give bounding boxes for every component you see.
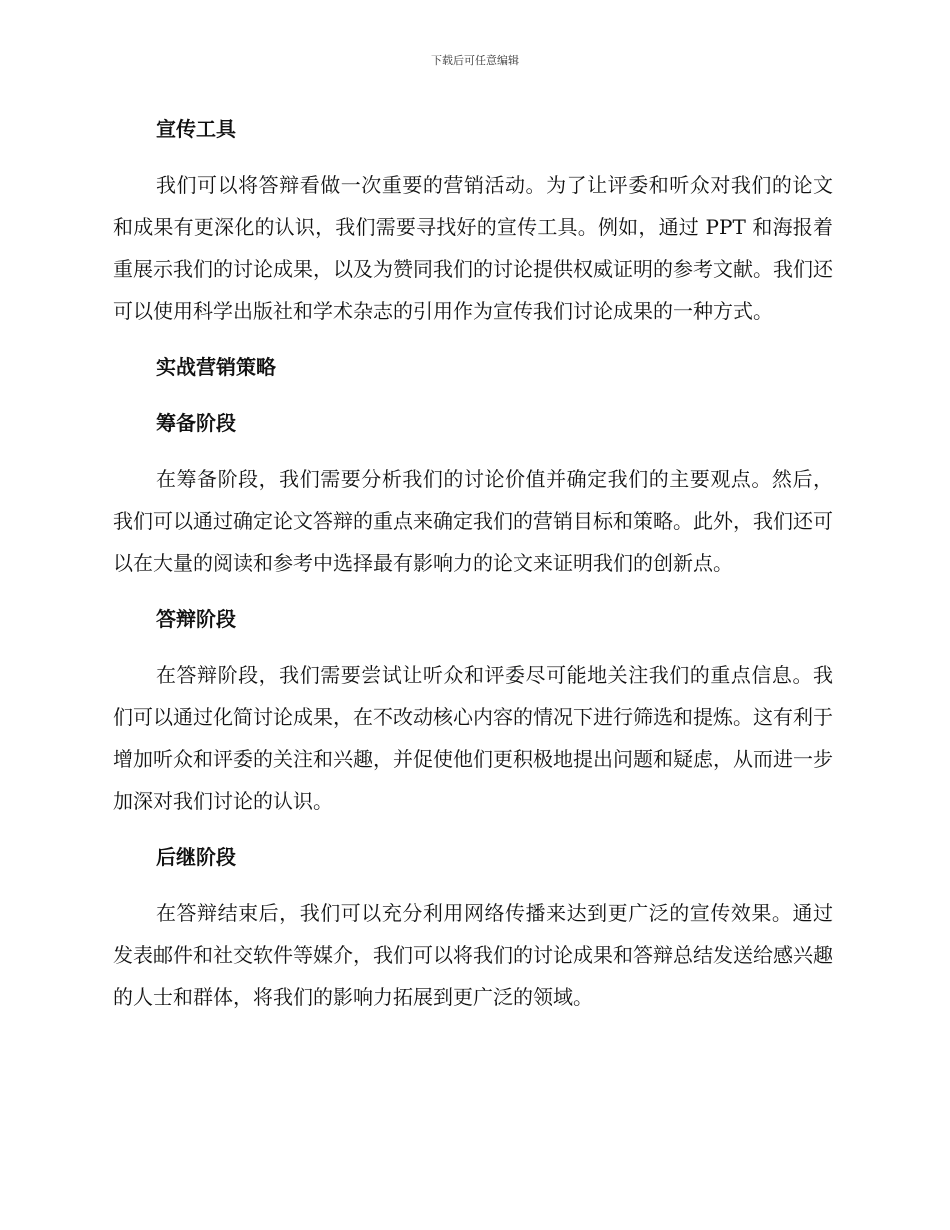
section-heading-follow-up-stage: 后继阶段: [156, 845, 236, 869]
section-heading-marketing-strategy: 实战营销策略: [156, 355, 276, 379]
page-header: 下载后可任意编辑: [431, 54, 519, 67]
section-heading-promotion-tools: 宣传工具: [156, 117, 236, 141]
section-paragraph-promotion-tools: 我们可以将答辩看做一次重要的营销活动。为了让评委和听众对我们的论文和成果有更深化的认识，我们需要寻找好的宣传工具。例如，通过 PPT 和海报着重展示我们的讨论成果，以及为赞同我们的讨论提供权威证明的参考文献。我们还可以使用科学出版社和学术杂志的引用作为宣传我们讨论成果的一种方式。: [113, 173, 833, 323]
section-paragraph-follow-up-stage: 在答辩结束后，我们可以充分利用网络传播来达到更广泛的宣传效果。通过发表邮件和社交软件等媒介，我们可以将我们的讨论成果和答辩总结发送给感兴趣的人士和群体，将我们的影响力拓展到更广泛的领域。: [113, 901, 833, 1009]
section-heading-preparation-stage: 筹备阶段: [156, 411, 236, 435]
section-heading-defense-stage: 答辩阶段: [156, 607, 236, 631]
section-paragraph-defense-stage: 在答辩阶段，我们需要尝试让听众和评委尽可能地关注我们的重点信息。我们可以通过化简讨论成果，在不改动核心内容的情况下进行筛选和提炼。这有利于增加听众和评委的关注和兴趣，并促使他们更积极地提出问题和疑虑，从而进一步加深对我们讨论的认识。: [113, 663, 833, 813]
document-body: [113, 108, 833, 1032]
section-paragraph-preparation-stage: 在筹备阶段，我们需要分析我们的讨论价值并确定我们的主要观点。然后，我们可以通过确定论文答辩的重点来确定我们的营销目标和策略。此外，我们还可以在大量的阅读和参考中选择最有影响力的论文来证明我们的创新点。: [113, 467, 833, 575]
